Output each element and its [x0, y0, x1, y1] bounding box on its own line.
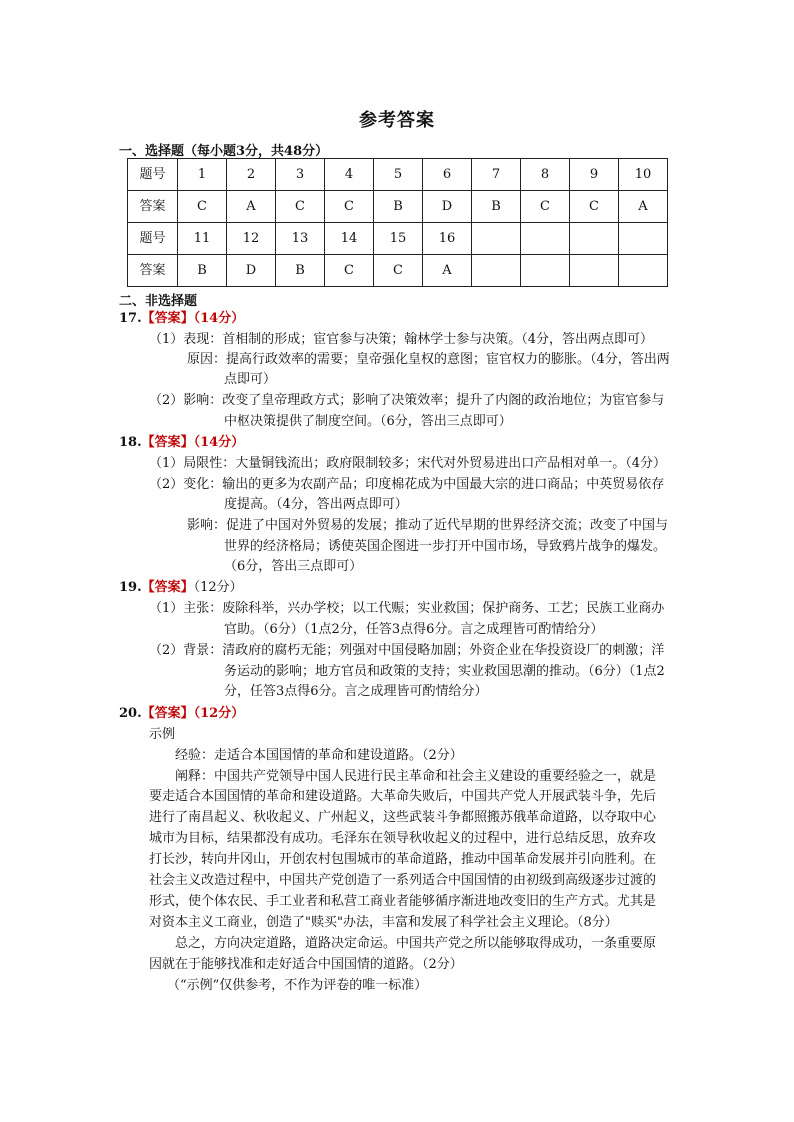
question-number: 19. [119, 580, 142, 595]
table-cell [521, 223, 570, 255]
table-cell: D [423, 191, 472, 223]
section-heading-choice: 一、选择题（每小题3分，共48分） [119, 144, 329, 159]
q18-header [119, 435, 244, 451]
answer-line: 打长沙，转向井冈山，开创农村包围城市的革命道路，推动中国革命发展并引向胜利。在 [149, 852, 657, 867]
table-cell: 9 [570, 159, 619, 191]
table-cell: 4 [325, 159, 374, 191]
table-row-label: 题号 [128, 223, 178, 255]
answer-line: 原因：提高行政效率的需要；皇帝强化皇权的意图；宦官权力的膨胀。（4分，答出两 [187, 352, 670, 367]
table-cell: 13 [276, 223, 325, 255]
answer-line: （2）变化：输出的更多为农副产品；印度棉花成为中国最大宗的进口商品；中英贸易依存 [149, 477, 665, 492]
answer-line: 进行了南昌起义、秋收起义、广州起义，这些武装斗争都照搬苏俄革命道路，以夺取中心 [149, 810, 657, 825]
table-cell: 14 [325, 223, 374, 255]
answer-line: （“示例”仅供参考，不作为评卷的唯一标准） [167, 978, 428, 993]
answer-tag: 【答案】 [141, 435, 194, 450]
table-cell: B [178, 255, 227, 287]
table-cell: B [374, 191, 423, 223]
answer-line: 世界的经济格局；诱使英国企图进一步打开中国市场，导致鸦片战争的爆发。 [224, 539, 667, 554]
score: （12分） [193, 580, 243, 595]
table-row-label: 答案 [128, 191, 178, 223]
table-cell [570, 255, 619, 287]
table-cell: 10 [619, 159, 668, 191]
answer-line: （1）局限性：大量铜钱流出；政府限制较多；宋代对外贸易进出口产品相对单一。（4分） [149, 456, 667, 471]
table-cell: 7 [472, 159, 521, 191]
q20-header [119, 706, 244, 722]
table-cell: B [276, 255, 325, 287]
table-cell [472, 223, 521, 255]
table-cell: 5 [374, 159, 423, 191]
question-number: 17. [119, 311, 142, 326]
answer-line: 务运动的影响；地方官员和政策的支持；实业救国思潮的推动。（6分）（1点2 [224, 664, 665, 679]
table-cell: 8 [521, 159, 570, 191]
table-cell: 15 [374, 223, 423, 255]
table-row-label: 答案 [128, 255, 178, 287]
table-cell [570, 223, 619, 255]
table-row [128, 255, 668, 287]
table-cell: B [472, 191, 521, 223]
answer-line: 要走适合本国国情的革命和建设道路。大革命失败后，中国共产党人开展武装斗争，先后 [149, 789, 657, 804]
answer-line: （1）主张：废除科举，兴办学校；以工代赈；实业救国；保护商务、工艺；民族工业商办 [149, 601, 665, 616]
page-title: 参考答案 [359, 110, 435, 131]
table-cell [472, 255, 521, 287]
table-row [128, 191, 668, 223]
q19-header [119, 580, 243, 596]
table-cell: C [325, 255, 374, 287]
table-cell: 12 [227, 223, 276, 255]
table-cell: 1 [178, 159, 227, 191]
table-cell: 3 [276, 159, 325, 191]
table-cell: C [570, 191, 619, 223]
answer-line: （6分，答出三点即可） [224, 559, 363, 574]
table-cell: A [423, 255, 472, 287]
answer-line: 阐释：中国共产党领导中国人民进行民主革命和社会主义建设的重要经验之一，就是 [175, 769, 657, 784]
answer-line: 度提高。（4分，答出两点即可） [224, 497, 408, 512]
answer-line: 因就在于能够找准和走好适合中国国情的道路。（2分） [149, 957, 463, 972]
answer-line: 总之，方向决定道路，道路决定命运。中国共产党之所以能够取得成功，一条重要原 [175, 936, 657, 951]
table-cell [619, 255, 668, 287]
answer-tag: 【答案】 [141, 706, 194, 721]
question-number: 20. [119, 706, 142, 721]
answer-line: 中枢决策提供了制度空间。（6分，答出三点即可） [224, 414, 512, 429]
table-cell: 11 [178, 223, 227, 255]
answer-line: 官助。（6分）（1点2分，任答3点得6分。言之成理皆可酌情给分） [224, 622, 604, 637]
table-cell: A [619, 191, 668, 223]
table-cell: A [227, 191, 276, 223]
answer-line: （2）背景：清政府的腐朽无能；列强对中国侵略加剧；外资企业在华投资设厂的刺激；洋 [149, 643, 665, 658]
answer-line: （2）影响：改变了皇帝理政方式；影响了决策效率；提升了内阁的政治地位；为宦官参与 [149, 393, 665, 408]
table-cell: C [374, 255, 423, 287]
q17-header [119, 311, 244, 327]
question-number: 18. [119, 435, 142, 450]
table-cell [521, 255, 570, 287]
table-cell: C [521, 191, 570, 223]
table-cell: C [178, 191, 227, 223]
table-cell: C [276, 191, 325, 223]
score: （14分） [193, 435, 245, 450]
score: （12分） [193, 706, 245, 721]
answer-table [127, 158, 668, 287]
answer-line: 城市为目标，结果都没有成功。毛泽东在领导秋收起义的过程中，进行总结反思，放弃攻 [149, 831, 657, 846]
answer-line: 社会主义改造过程中，中国共产党创造了一系列适合中国国情的由初级到高级逐步过渡的 [149, 873, 657, 888]
table-cell [619, 223, 668, 255]
answer-line: （1）表现：首相制的形成；宦官参与决策；翰林学士参与决策。（4分，答出两点即可） [149, 332, 654, 347]
answer-line: 分，任答3点得6分。言之成理皆可酌情给分） [224, 684, 488, 699]
answer-line: 点即可） [224, 372, 277, 387]
answer-line: 示例 [149, 727, 176, 742]
table-cell: 2 [227, 159, 276, 191]
table-cell: 6 [423, 159, 472, 191]
table-row-label: 题号 [128, 159, 178, 191]
answer-line: 形式，使个体农民、手工业者和私营工商业者能够循序渐进地改变旧的生产方式。尤其是 [149, 894, 657, 909]
answer-line: 影响：促进了中国对外贸易的发展；推动了近代早期的世界经济交流；改变了中国与 [187, 518, 669, 533]
table-cell: 16 [423, 223, 472, 255]
table-row [128, 223, 668, 255]
table-cell: D [227, 255, 276, 287]
answer-line: 对资本主义工商业，创造了"赎买"办法，丰富和发展了科学社会主义理论。（8分） [149, 915, 618, 930]
table-row [128, 159, 668, 191]
score: （14分） [193, 311, 245, 326]
answer-line: 经验：走适合本国国情的革命和建设道路。（2分） [175, 748, 463, 763]
section-heading-nonchoice: 二、非选择题 [119, 294, 198, 309]
table-cell: C [325, 191, 374, 223]
answer-tag: 【答案】 [141, 311, 194, 326]
answer-tag: 【答案】 [141, 580, 194, 595]
